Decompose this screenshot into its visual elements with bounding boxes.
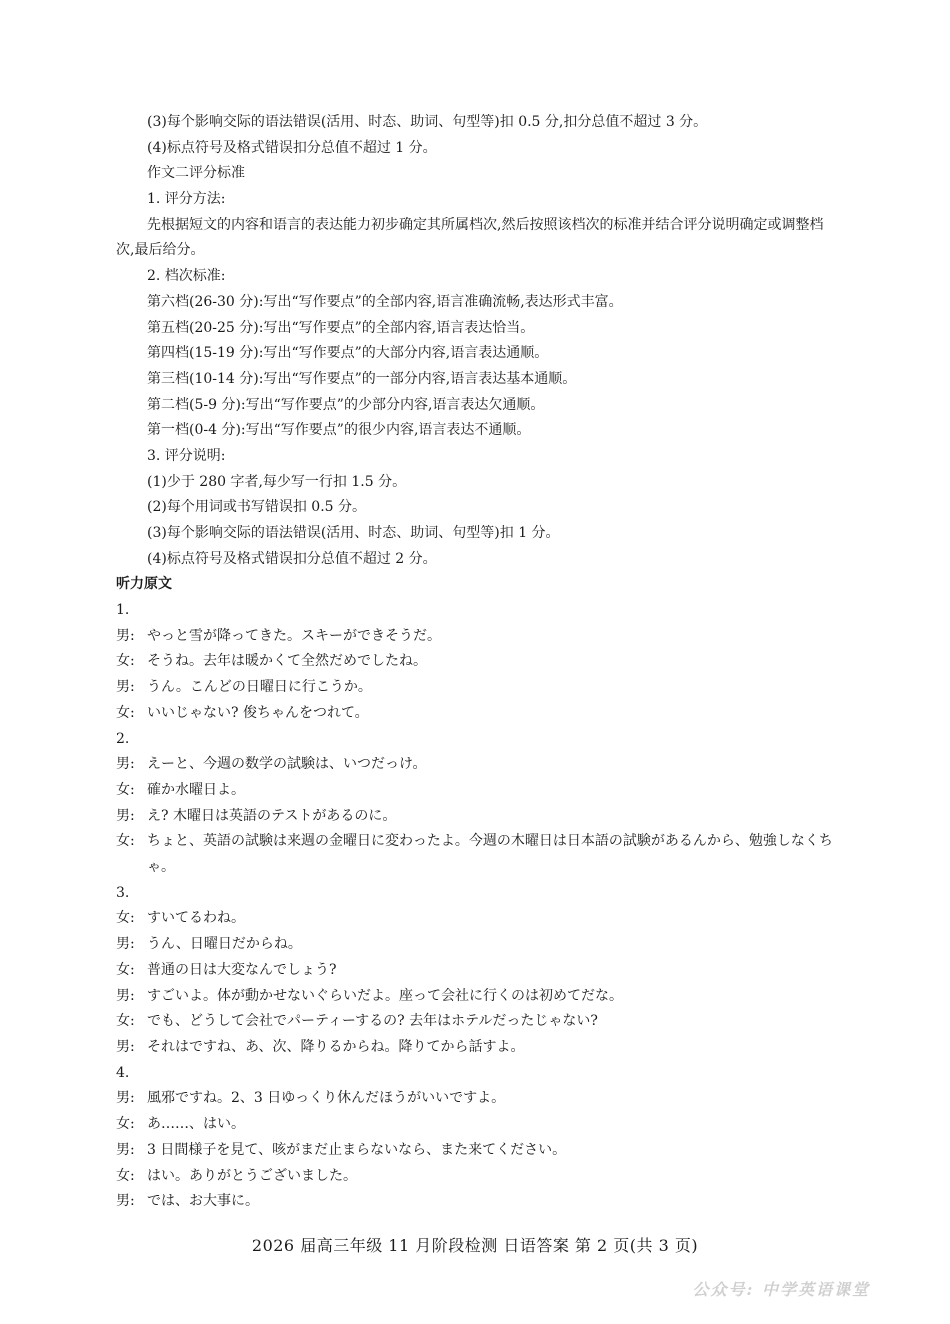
speaker: 女: [116, 910, 135, 927]
question-number: 2. [116, 730, 130, 747]
dialogue-line [116, 1112, 836, 1138]
dialogue-line [116, 624, 836, 650]
utterance: そうね。去年は暖かくて全然だめでしたね。 [147, 653, 427, 670]
speaker: 女: [116, 1167, 135, 1184]
speaker: 男: [116, 936, 135, 953]
dialogue-line [116, 1164, 836, 1190]
listening-title: 听力原文 [116, 576, 172, 593]
dialogue-line [116, 1086, 836, 1112]
question-number: 1. [116, 602, 130, 619]
scoring-note-4: (4)标点符号及格式错误扣分总值不超过 1 分。 [147, 139, 437, 156]
question-number: 3. [116, 884, 130, 901]
speaker: 女: [116, 704, 135, 721]
notes-heading: 3. 评分说明: [147, 447, 226, 464]
page-content [116, 110, 836, 1215]
method-text: 先根据短文的内容和语言的表达能力初步确定其所属档次,然后按照该档次的标准并结合评分说明确定或调整档次,最后给分。 [116, 216, 824, 259]
utterance: 普通の日は大変なんでしょう? [147, 961, 337, 978]
speaker: 男: [116, 679, 135, 696]
dialogue-line [116, 1138, 836, 1164]
dialogue-line [116, 958, 836, 984]
utterance: 3 日間様子を見て、咳がまだ止まらないなら、また来てください。 [147, 1141, 567, 1158]
note-3: (3)每个影响交际的语法错误(活用、时态、助词、句型等)扣 1 分。 [147, 525, 560, 542]
dialogue-line [116, 778, 836, 804]
utterance: それはですね、あ、次、降りるからね。降りてから話すよ。 [147, 1039, 525, 1055]
watermark: 公众号: 中学英语课堂 [692, 1280, 870, 1299]
grade-5: 第五档(20-25 分):写出“写作要点”的全部内容,语言表达恰当。 [147, 319, 535, 336]
speaker: 男: [116, 807, 135, 824]
dialogue-line [116, 932, 836, 958]
grade-1: 第一档(0-4 分):写出“写作要点”的很少内容,语言表达不通顺。 [147, 422, 531, 439]
question-number: 4. [116, 1064, 130, 1081]
note-2: (2)每个用词或书写错误扣 0.5 分。 [147, 499, 366, 516]
speaker: 女: [116, 833, 135, 850]
grade-4: 第四档(15-19 分):写出“写作要点”的大部分内容,语言表达通顺。 [147, 345, 549, 362]
utterance: え? 木曜日は英語のテストがあるのに。 [147, 807, 397, 824]
utterance: いいじゃない? 俊ちゃんをつれて。 [147, 704, 369, 721]
essay2-title: 作文二评分标准 [147, 165, 245, 182]
utterance: ちょと、英語の試験は来週の金曜日に変わったよ。今週の木曜日は日本語の試験があるんから、勉強しなくちゃ。 [147, 833, 833, 876]
speaker: 男: [116, 1090, 135, 1107]
dialogue-line [116, 1189, 836, 1215]
note-4: (4)标点符号及格式错误扣分总值不超过 2 分。 [147, 550, 437, 567]
speaker: 女: [116, 1116, 135, 1133]
dialogue-line [116, 701, 836, 727]
speaker: 男: [116, 756, 135, 773]
utterance: えーと、今週の数学の試験は、いつだっけ。 [147, 756, 427, 773]
grade-6: 第六档(26-30 分):写出“写作要点”的全部内容,语言准确流畅,表达形式丰富。 [147, 293, 623, 310]
dialogue-line [116, 906, 836, 932]
grade-2: 第二档(5-9 分):写出“写作要点”的少部分内容,语言表达欠通顺。 [147, 396, 545, 413]
speaker: 男: [116, 1039, 135, 1055]
page-footer: 2026 届高三年级 11 月阶段检测 日语答案 第 2 页(共 3 页) [251, 1236, 699, 1255]
dialogue-line [116, 649, 836, 675]
utterance: 風邪ですね。2、3 日ゆっくり休んだほうがいいですよ。 [147, 1090, 506, 1107]
note-1: (1)少于 280 字者,每少写一行扣 1.5 分。 [147, 473, 407, 490]
utterance: すいてるわね。 [147, 910, 245, 927]
utterance: やっと雪が降ってきた。スキーができそうだ。 [147, 627, 441, 644]
utterance: はい。ありがとうございました。 [147, 1167, 357, 1184]
speaker: 女: [116, 1013, 135, 1030]
dialogue-line [116, 752, 836, 778]
dialogue-line [116, 1009, 836, 1035]
dialogue-line [116, 1035, 836, 1061]
dialogue-line [116, 675, 836, 701]
method-heading: 1. 评分方法: [147, 191, 226, 208]
utterance: うん。こんどの日曜日に行こうか。 [147, 679, 372, 696]
dialogue-line [116, 984, 836, 1010]
speaker: 女: [116, 653, 135, 670]
utterance: あ……、はい。 [147, 1116, 245, 1133]
speaker: 男: [116, 987, 135, 1004]
dialogue-line [116, 829, 836, 880]
speaker: 女: [116, 961, 135, 978]
speaker: 男: [116, 627, 135, 644]
grades-heading: 2. 档次标准: [147, 268, 226, 285]
speaker: 女: [116, 781, 135, 798]
utterance: 確か水曜日よ。 [147, 781, 245, 798]
grade-3: 第三档(10-14 分):写出“写作要点”的一部分内容,语言表达基本通顺。 [147, 370, 577, 387]
scoring-note-3: (3)每个影响交际的语法错误(活用、时态、助词、句型等)扣 0.5 分,扣分总值不超过 3 分。 [147, 114, 708, 130]
dialogue-line [116, 804, 836, 830]
utterance: すごいよ。体が動かせないぐらいだよ。座って会社に行くのは初めてだな。 [147, 987, 623, 1004]
speaker: 男: [116, 1193, 135, 1210]
utterance: では、お大事に。 [147, 1193, 259, 1210]
utterance: でも、どうして会社でパーティーするの? 去年はホテルだったじゃない? [147, 1013, 598, 1030]
speaker: 男: [116, 1141, 135, 1158]
utterance: うん、日曜日だからね。 [147, 936, 302, 953]
